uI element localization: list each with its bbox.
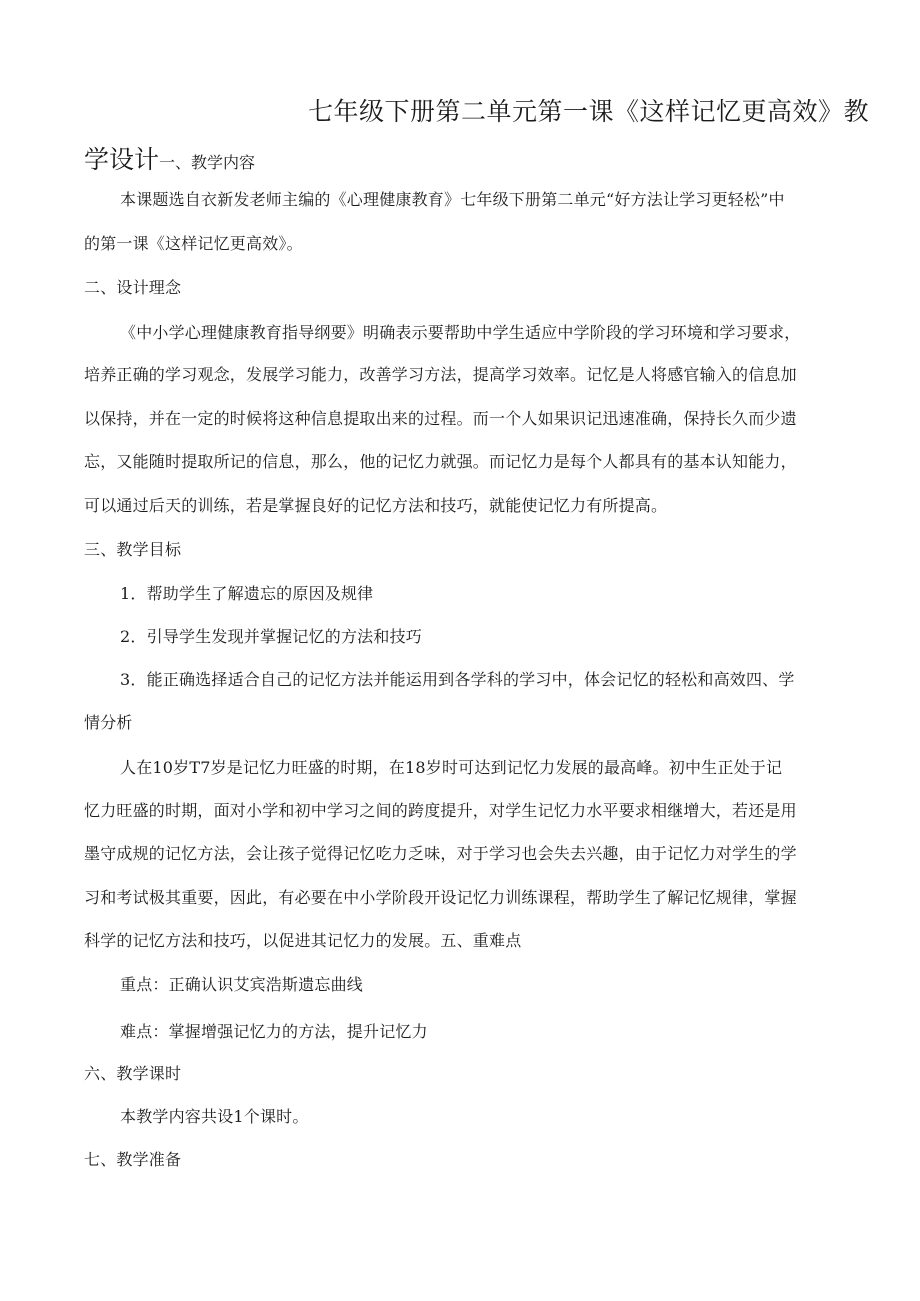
section2-paragraph-line3: 以保持，并在一定的时候将这种信息提取出来的过程。而一个人如果识记迅速准确，保持长久而少遗 <box>84 409 797 428</box>
key-point: 重点：正确认识艾宾浩斯遗忘曲线 <box>120 975 364 994</box>
difficult-point: 难点：掌握增强记忆力的方法，提升记忆力 <box>120 1022 428 1041</box>
section7-heading: 七、教学准备 <box>84 1150 182 1169</box>
section2-paragraph-line2: 培养正确的学习观念，发展学习能力，改善学习方法，提高学习效率。记忆是人将感官输入的信息加 <box>84 365 797 384</box>
section2-paragraph-line5: 可以通过后天的训练，若是掌握良好的记忆方法和技巧，就能使记忆力有所提高。 <box>84 496 668 515</box>
goal-item-1: 1．帮助学生了解遗忘的原因及规律 <box>120 584 374 603</box>
section3-heading: 三、教学目标 <box>84 540 182 559</box>
document-title-line1: 七年级下册第二单元第一课《这样记忆更高效》教 <box>308 97 870 126</box>
goal-item-3-line1: 3．能正确选择适合自己的记忆方法并能运用到各学科的学习中，体会记忆的轻松和高效四、学 <box>120 670 795 689</box>
section4-paragraph-line2: 忆力旺盛的时期，面对小学和初中学习之间的跨度提升，对学生记忆力水平要求相继增大，若还是用 <box>84 801 797 820</box>
document-title-line2-text: 学设计 <box>84 145 160 174</box>
goal-item-3-line2: 情分析 <box>84 713 133 732</box>
section2-paragraph-line4: 忘，又能随时提取所记的信息，那么，他的记忆力就强。而记忆力是每个人都具有的基本认知能力， <box>84 452 797 471</box>
section1-paragraph-line2: 的第一课《这样记忆更高效》。 <box>84 234 303 253</box>
document-title-line2 <box>84 140 255 176</box>
goal-item-2: 2．引导学生发现并掌握记忆的方法和技巧 <box>120 627 422 646</box>
section6-paragraph: 本教学内容共设1个课时。 <box>120 1107 309 1126</box>
section6-heading: 六、教学课时 <box>84 1064 182 1083</box>
section1-heading: 一、教学内容 <box>159 153 256 172</box>
section4-paragraph-line5: 科学的记忆方法和技巧，以促进其记忆力的发展。五、重难点 <box>84 931 522 950</box>
section4-paragraph-line4: 习和考试极其重要，因此，有必要在中小学阶段开设记忆力训练课程，帮助学生了解记忆规律，掌握 <box>84 888 797 907</box>
section2-paragraph-line1: 《中小学心理健康教育指导纲要》明确表示要帮助中学生适应中学阶段的学习环境和学习要求， <box>120 323 801 342</box>
section2-heading: 二、设计理念 <box>84 278 182 297</box>
section4-paragraph-line3: 墨守成规的记忆方法，会让孩子觉得记忆吃力乏味，对于学习也会失去兴趣，由于记忆力对学生的学 <box>84 844 797 863</box>
section1-paragraph-line1: 本课题选自衣新发老师主编的《心理健康教育》七年级下册第二单元“好方法让学习更轻松”中 <box>120 190 785 209</box>
section4-paragraph-line1: 人在10岁T7岁是记忆力旺盛的时期，在18岁时可达到记忆力发展的最高峰。初中生正处于记 <box>120 758 783 777</box>
